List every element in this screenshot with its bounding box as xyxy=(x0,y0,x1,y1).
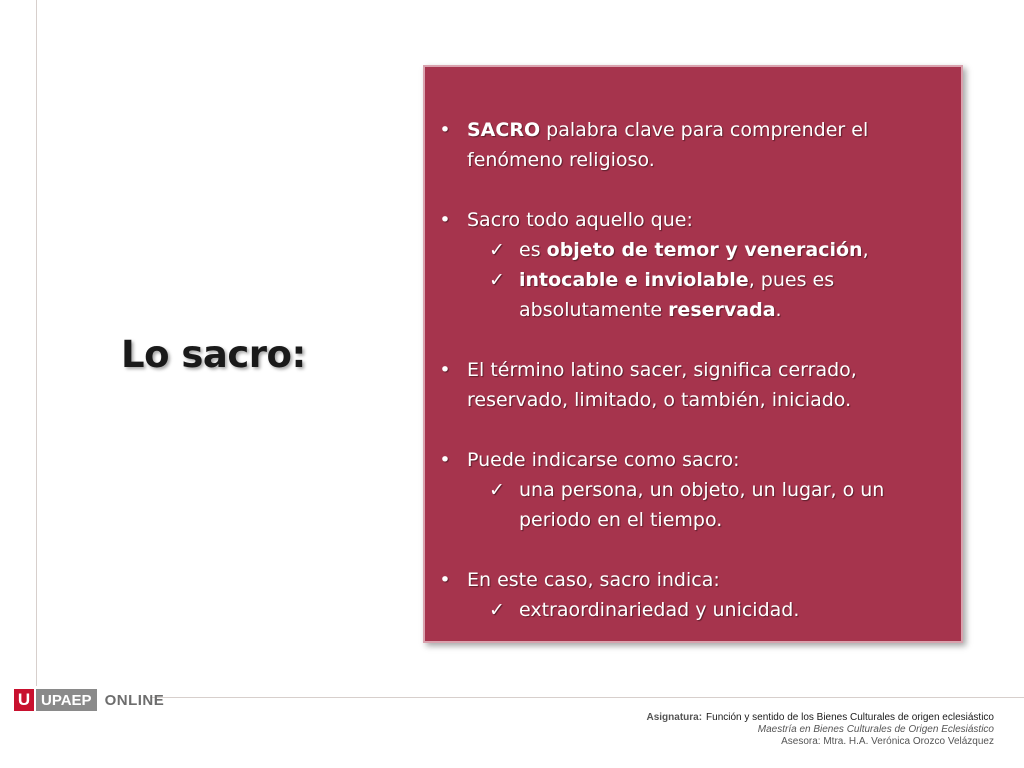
checkmark-icon: ✓ xyxy=(489,239,505,261)
list-spacer xyxy=(435,325,947,355)
checklist-item xyxy=(435,235,947,265)
footer-subject-line xyxy=(646,712,994,724)
bullet-icon: • xyxy=(439,209,451,231)
footer-subject-label: Asignatura: xyxy=(646,712,703,723)
bullet-item xyxy=(435,445,947,475)
checkmark-icon: ✓ xyxy=(489,269,505,291)
logo-u-mark: U xyxy=(14,689,34,711)
bold-text: reservada xyxy=(668,299,776,321)
left-divider-line xyxy=(36,0,37,686)
bullet-item xyxy=(435,205,947,235)
item-text: Sacro todo aquello que: xyxy=(467,209,693,231)
bullet-item xyxy=(435,355,947,415)
logo-upaep-text: UPAEP xyxy=(36,689,97,711)
item-text: Puede indicarse como sacro: xyxy=(467,449,740,471)
bullet-icon: • xyxy=(439,449,451,471)
checkmark-icon: ✓ xyxy=(489,599,505,621)
footer-divider-line xyxy=(150,697,1024,698)
bullet-icon: • xyxy=(439,359,451,381)
logo-online-text: ONLINE xyxy=(104,691,165,709)
item-text: , pues es absolutamente xyxy=(519,269,835,321)
item-text: El término latino sacer, significa cerrado, reservado, limitado, o también, iniciado. xyxy=(467,359,857,411)
slide-title: Lo sacro: xyxy=(121,333,306,376)
bullet-item xyxy=(435,565,947,595)
checklist-item xyxy=(435,595,947,625)
checklist-item xyxy=(435,265,947,325)
list-spacer xyxy=(435,415,947,445)
bullet-icon: • xyxy=(439,119,451,141)
item-text: . xyxy=(775,299,782,321)
list-spacer xyxy=(435,175,947,205)
footer-subject: Función y sentido de los Bienes Culturales de origen eclesiástico xyxy=(706,712,994,723)
content-panel xyxy=(423,65,963,643)
footer-program: Maestría en Bienes Culturales de Origen Eclesiástico xyxy=(757,724,994,735)
upaep-online-logo xyxy=(14,689,164,711)
item-text: , xyxy=(862,239,869,261)
bold-text: SACRO xyxy=(467,119,541,141)
footer-advisor: Asesora: Mtra. H.A. Verónica Orozco Velázquez xyxy=(781,736,994,747)
bullet-list xyxy=(435,115,947,625)
checklist-item xyxy=(435,475,947,535)
item-text: extraordinariedad y unicidad. xyxy=(519,599,800,621)
item-text: es xyxy=(519,239,547,261)
bold-text: intocable e inviolable xyxy=(519,269,749,291)
footer-info xyxy=(646,712,994,748)
bullet-icon: • xyxy=(439,569,451,591)
item-text: palabra clave para comprender el fenómeno religioso. xyxy=(467,119,869,171)
bullet-item xyxy=(435,115,947,175)
checkmark-icon: ✓ xyxy=(489,479,505,501)
item-text: En este caso, sacro indica: xyxy=(467,569,720,591)
bold-text: objeto de temor y veneración xyxy=(546,239,863,261)
list-spacer xyxy=(435,535,947,565)
item-text: una persona, un objeto, un lugar, o un periodo en el tiempo. xyxy=(519,479,885,531)
